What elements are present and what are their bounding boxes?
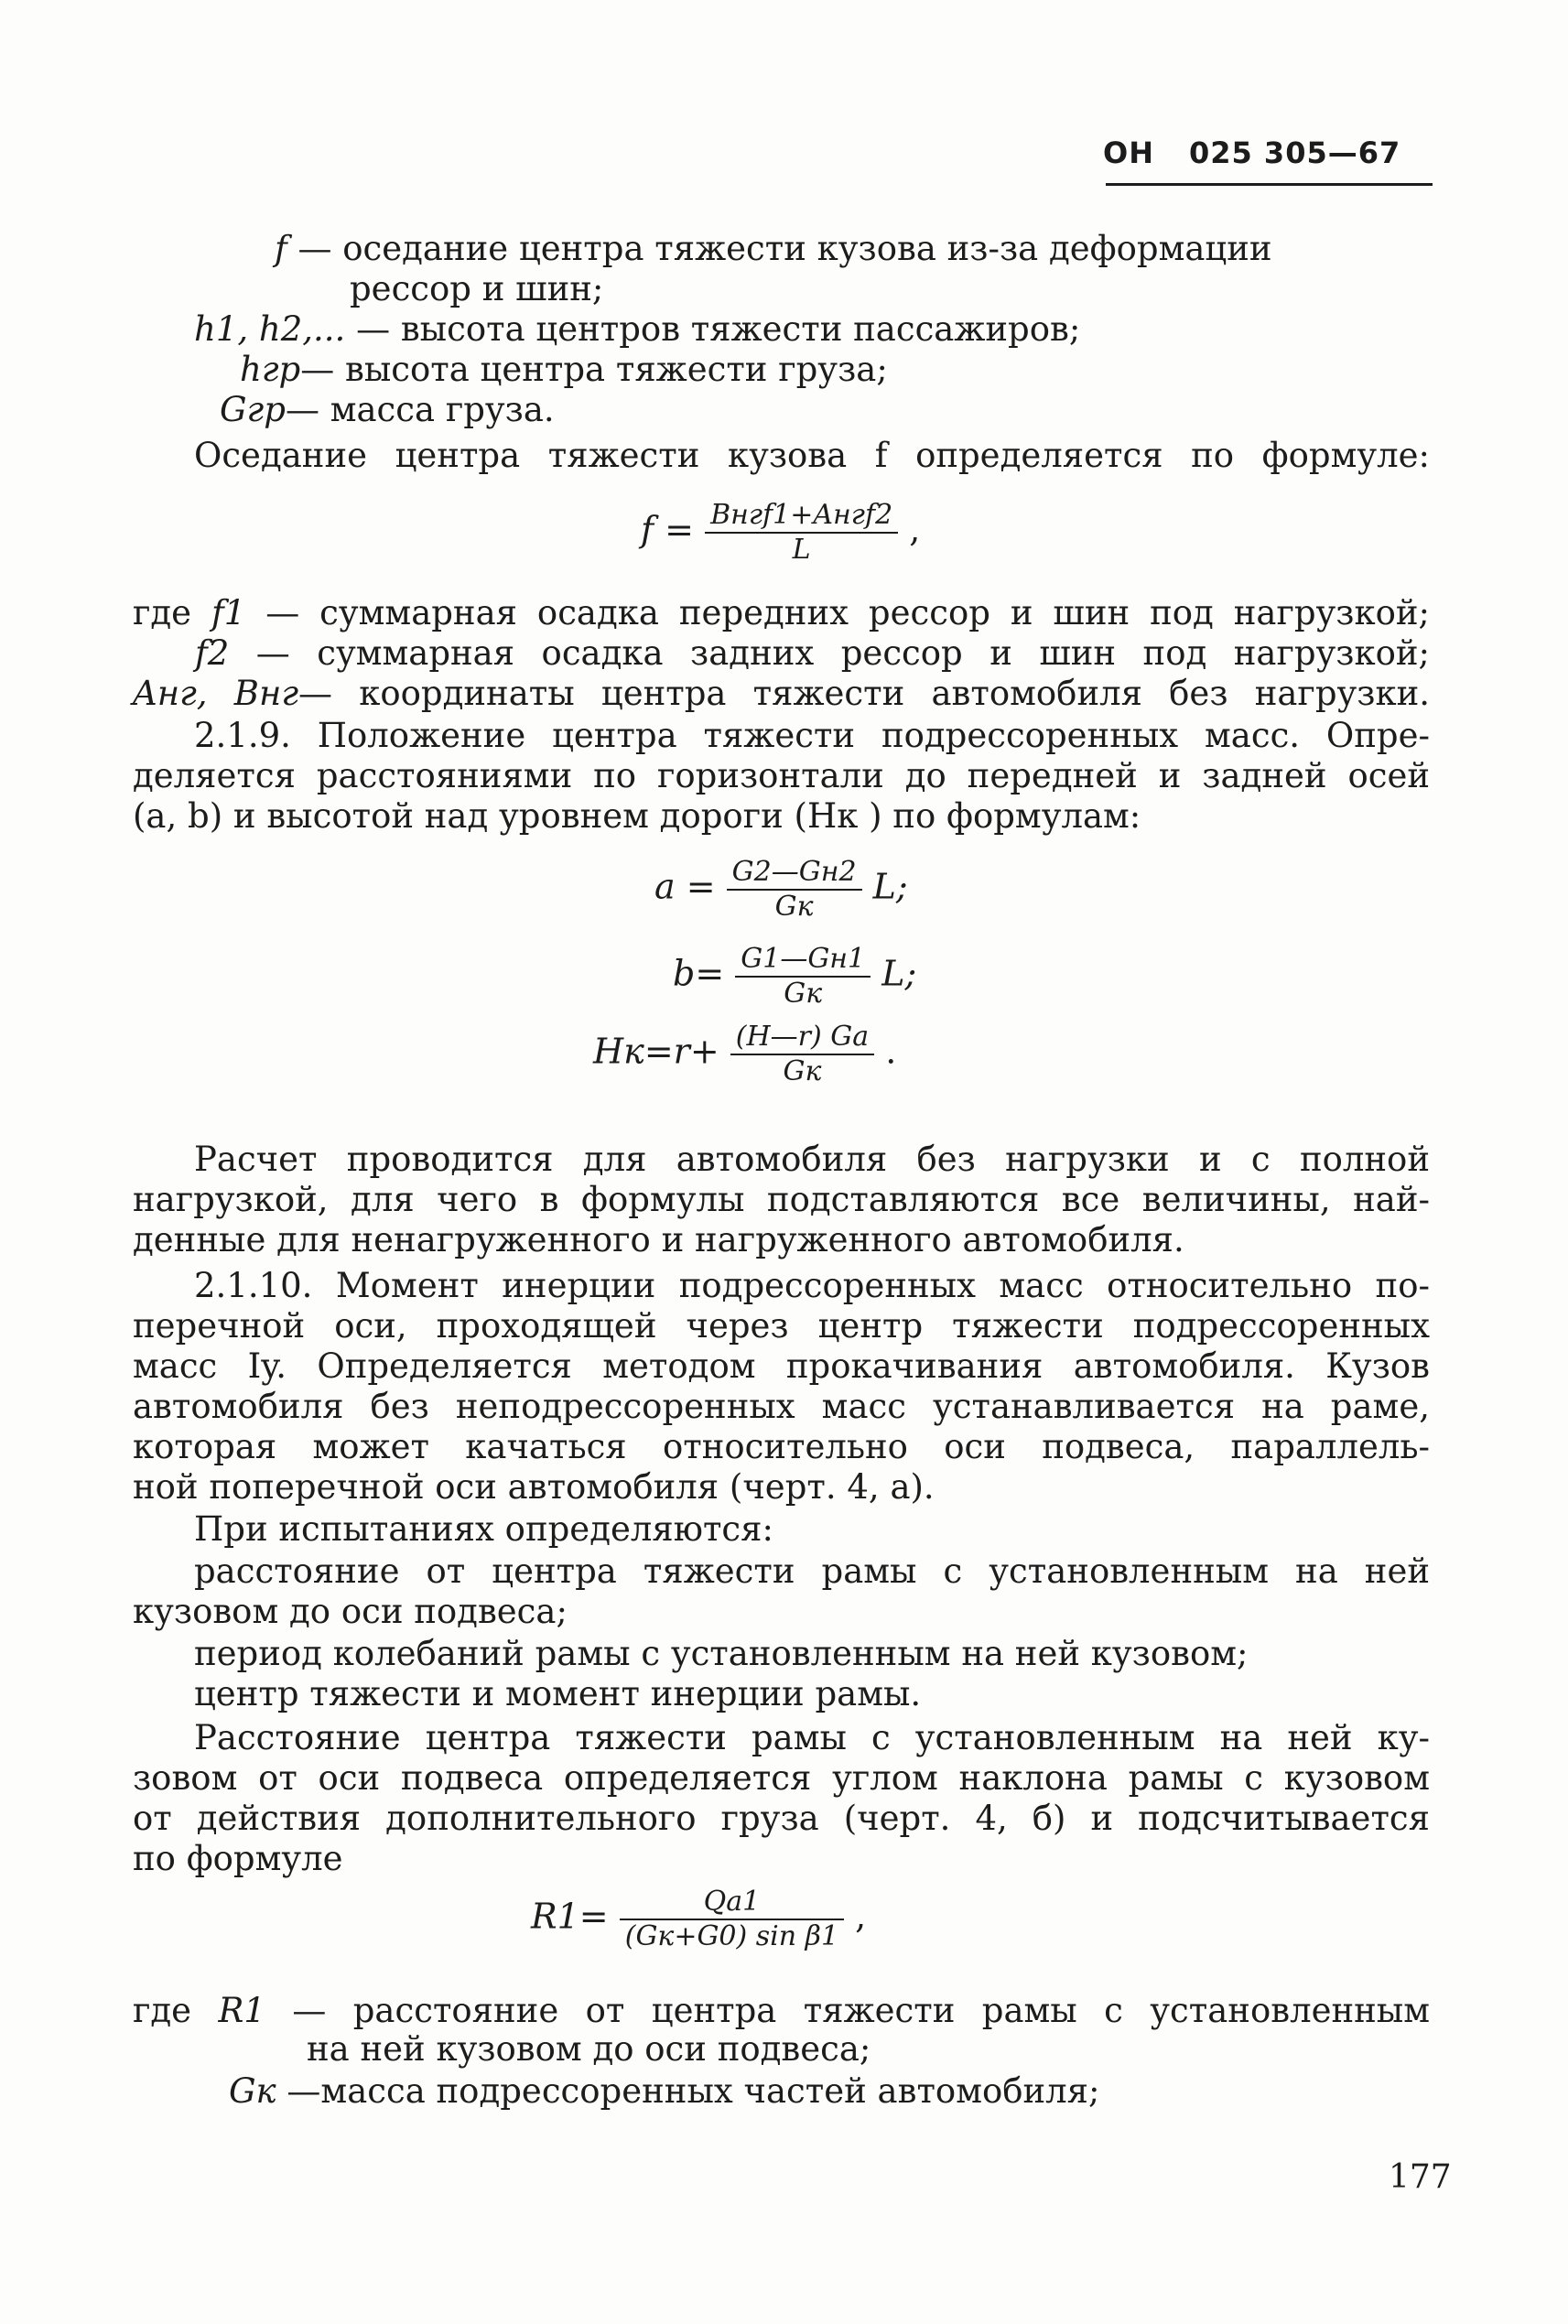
definition-line: h1, h2,... — высота центров тяжести пассажиров; <box>194 309 1081 349</box>
fraction: $\frac{Qa1}{\text{(Gк+G0) sin β1}}$ <box>620 1886 844 1953</box>
section-2-1-10-line: масс Iy. Определяется методом прокачивания автомобиля. Кузов <box>133 1346 1430 1386</box>
paragraph-line: от действия дополнительного груза (черт. 4, б) и подсчитывается <box>133 1799 1430 1838</box>
fraction: $\frac{\text{Bнгf1+Aнгf2}}{L}$ <box>705 499 898 567</box>
section-2-1-10-line: ной поперечной оси автомобиля (черт. 4, a). <box>133 1467 935 1507</box>
where-continuation: на ней кузовом до оси подвеса; <box>307 2029 871 2069</box>
paragraph-line: Оседание центра тяжести кузова f определяется по формуле: <box>194 436 1430 475</box>
section-2-1-10-line: которая может качаться относительно оси подвеса, параллель- <box>133 1427 1430 1466</box>
list-item: период колебаний рамы с установленным на ней кузовом; <box>194 1634 1249 1673</box>
section-2-1-9-line: (a, b) и высотой над уровнем дороги (Hк ) по формулам: <box>133 796 1141 836</box>
list-item: расстояние от центра тяжести рамы с установленным на ней <box>194 1551 1430 1591</box>
formula-b: b= $\frac{G1—Gн1}{Gк}$ L; <box>673 943 917 1010</box>
definition-line: Gгр— масса груза. <box>220 390 555 429</box>
page-number: 177 <box>1389 2158 1452 2196</box>
definition-line: f — оседание центра тяжести кузова из-за деформации <box>275 229 1272 268</box>
fraction: $\frac{(H—r) Ga}{Gк}$ <box>730 1021 874 1088</box>
page-header <box>1103 135 1433 170</box>
paragraph-line: Расстояние центра тяжести рамы с установленным на ней ку- <box>194 1718 1430 1757</box>
formula-f: f = $\frac{\text{Bнгf1+Aнгf2}}{L}$ , <box>641 499 921 566</box>
paragraph-line: зовом от оси подвеса определяется углом наклона рамы с кузовом <box>133 1758 1430 1798</box>
fraction: $\frac{G1—Gн1}{Gк}$ <box>735 943 871 1011</box>
formula-h: Hк=r+ $\frac{(H—r) Ga}{Gк}$ . <box>593 1021 897 1087</box>
where-line: Aнг, Bнг— координаты центра тяжести автомобиля без нагрузки. <box>133 674 1431 713</box>
fraction: $\frac{G2—Gн2}{Gк}$ <box>727 856 862 924</box>
definition-line: hгр— высота центра тяжести груза; <box>240 350 888 389</box>
where-line: f2 — суммарная осадка задних рессор и шин под нагрузкой; <box>195 633 1430 673</box>
paragraph-line: При испытаниях определяются: <box>194 1509 773 1549</box>
section-2-1-9-line: 2.1.9. Положение центра тяжести подрессоренных масс. Опре- <box>194 716 1430 755</box>
section-2-1-10-line: автомобиля без неподрессоренных масс устанавливается на раме, <box>133 1387 1430 1426</box>
section-2-1-10-line: 2.1.10. Момент инерции подрессоренных масс относительно по- <box>194 1266 1430 1305</box>
where-line: Gк —масса подрессоренных частей автомобиля; <box>229 2071 1100 2111</box>
where-line: где R1 — расстояние от центра тяжести рамы с установленным <box>133 1991 1431 2030</box>
where-line: где f1 — суммарная осадка передних рессор и шин под нагрузкой; <box>133 593 1431 632</box>
paragraph-line: Расчет проводится для автомобиля без нагрузки и с полной <box>194 1140 1430 1179</box>
section-2-1-9-line: деляется расстояниями по горизонтали до передней и задней осей <box>133 756 1430 795</box>
paragraph-line: нагрузкой, для чего в формулы подставляются все величины, най- <box>133 1180 1430 1219</box>
paragraph-line: денные для ненагруженного и нагруженного автомобиля. <box>133 1220 1184 1259</box>
definition-continuation: рессор и шин; <box>350 269 604 308</box>
formula-r1: R1= $\frac{Qa1}{\text{(Gк+G0) sin β1}}$ , <box>531 1886 867 1952</box>
section-2-1-10-line: перечной оси, проходящей через центр тяжести подрессоренных <box>133 1306 1430 1346</box>
header-prefix: ОН <box>1103 135 1154 170</box>
header-rule <box>1106 183 1433 186</box>
paragraph-line: по формуле <box>133 1839 343 1878</box>
formula-a: a = $\frac{G2—Gн2}{Gк}$ L; <box>654 856 908 923</box>
list-item: центр тяжести и момент инерции рамы. <box>194 1674 922 1713</box>
list-item-continuation: кузовом до оси подвеса; <box>133 1592 568 1631</box>
header-standard-number: 025 305—67 <box>1188 135 1401 170</box>
